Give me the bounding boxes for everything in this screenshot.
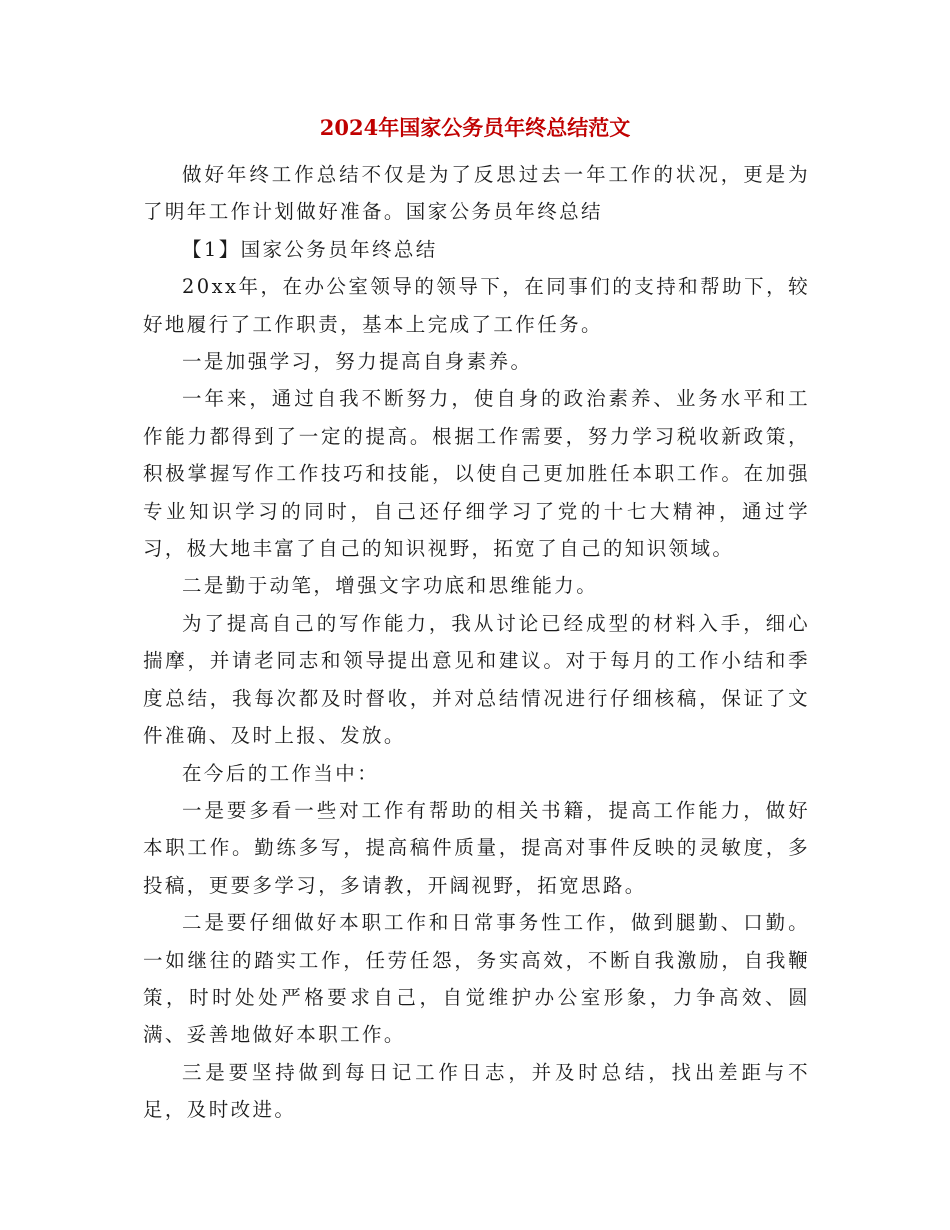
body-paragraph: 在今后的工作当中： xyxy=(182,761,380,785)
point-heading: 一是加强学习，努力提高自身素养。 xyxy=(182,350,533,374)
document-title: 2024年国家公务员年终总结范文 xyxy=(319,115,631,140)
intro-paragraph: 做好年终工作总结不仅是为了反思过去一年工作的状况，更是为了明年工作计划做好准备。国家公务员年终总结 xyxy=(143,163,810,224)
body-paragraph: 二是要仔细做好本职工作和日常事务性工作，做到腿勤、口勤。一如继往的踏实工作，任劳任怨，务实高效，不断自我激励，自我鞭策，时时处处严格要求自己，自觉维护办公室形象，力争高效、圆满、妥善地做好本职工作。 xyxy=(143,911,810,1047)
body-paragraph: 三是要坚持做到每日记工作日志，并及时总结，找出差距与不足，及时改进。 xyxy=(143,1060,810,1122)
body-paragraph: 20xx年，在办公室领导的领导下，在同事们的支持和帮助下，较好地履行了工作职责，基本上完成了工作任务。 xyxy=(143,275,810,336)
body-paragraph: 一是要多看一些对工作有帮助的相关书籍，提高工作能力，做好本职工作。勤练多写，提高稿件质量，提高对事件反映的灵敏度，多投稿，更要多学习，多请教，开阔视野，拓宽思路。 xyxy=(143,798,810,897)
body-paragraph: 一年来，通过自我不断努力，使自身的政治素养、业务水平和工作能力都得到了一定的提高。根据工作需要，努力学习税收新政策，积极掌握写作工作技巧和技能，以使自己更加胜任本职工作。在加强专业知识学习的同时，自己还仔细学习了党的十七大精神，通过学习，极大地丰富了自己的知识视野，拓宽了自己的知识领域。 xyxy=(143,387,810,561)
body-paragraph: 为了提高自己的写作能力，我从讨论已经成型的材料入手，细心揣摩，并请老同志和领导提出意见和建议。对于每月的工作小结和季度总结，我每次都及时督收，并对总结情况进行仔细核稿，保证了文件准确、及时上报、发放。 xyxy=(143,611,810,748)
point-heading: 二是勤于动笔，增强文字功底和思维能力。 xyxy=(182,574,599,598)
document-body xyxy=(143,156,810,1129)
section-heading: 【1】国家公务员年终总结 xyxy=(182,237,438,261)
